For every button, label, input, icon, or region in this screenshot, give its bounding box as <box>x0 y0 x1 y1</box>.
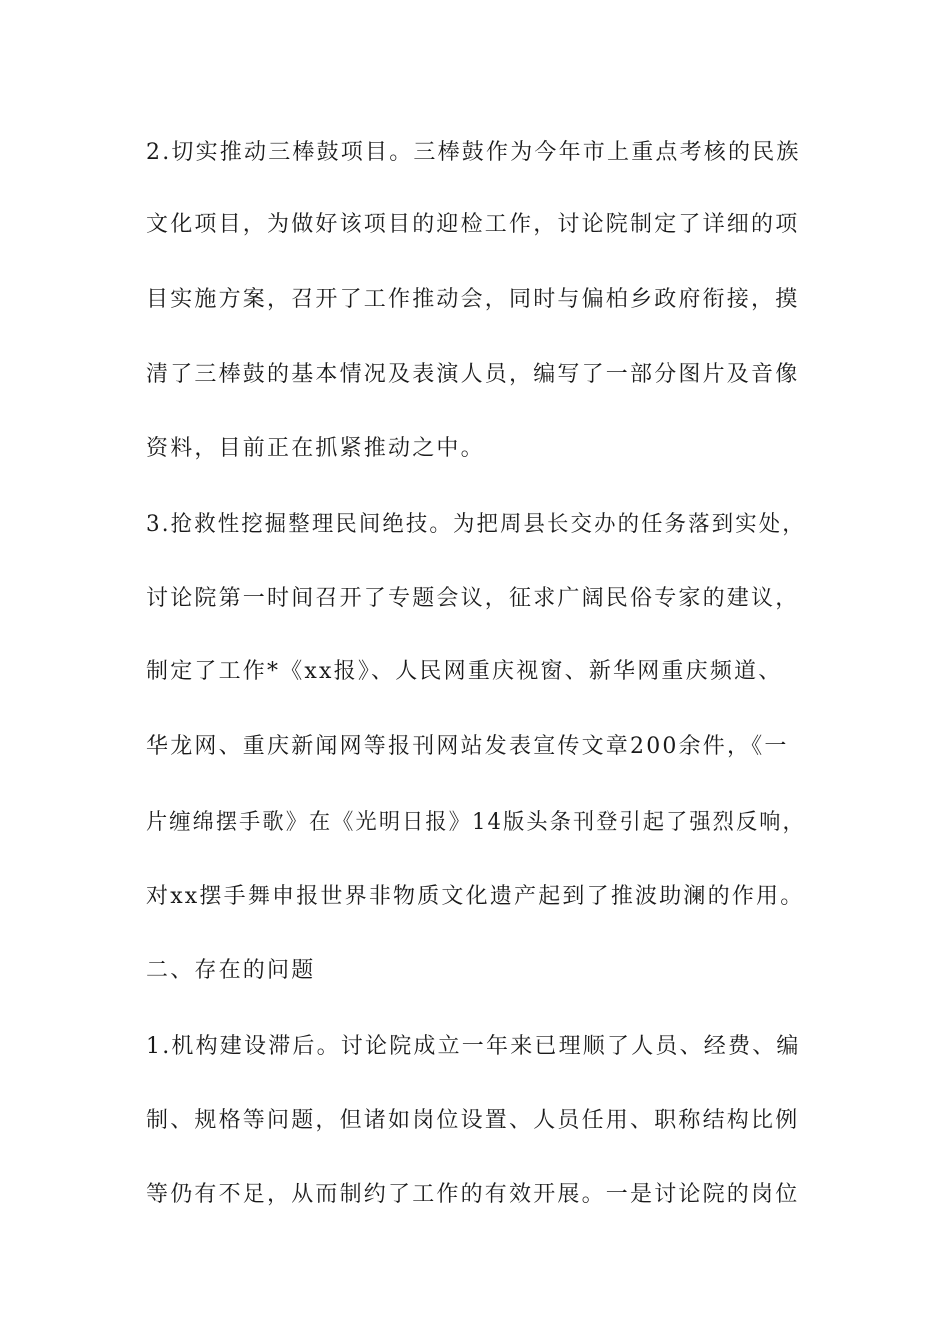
text-line: 目实施方案，召开了工作推动会，同时与偏柏乡政府衔接，摸 <box>146 287 800 312</box>
section-heading: 二、存在的问题 <box>146 958 316 983</box>
text-line: 讨论院第一时间召开了专题会议，征求广阔民俗专家的建议， <box>146 586 800 611</box>
text-line: 清了三棒鼓的基本情况及表演人员，编写了一部分图片及音像 <box>146 362 800 387</box>
text-line: 华龙网、重庆新闻网等报刊网站发表宣传文章200余件，《一 <box>146 734 789 759</box>
text-line: 3.抢救性挖掘整理民间绝技。为把周县长交办的任务落到实处， <box>146 512 806 537</box>
text-line: 1.机构建设滞后。讨论院成立一年来已理顺了人员、经费、编 <box>146 1034 801 1059</box>
text-line: 2.切实推动三棒鼓项目。三棒鼓作为今年市上重点考核的民族 <box>146 140 801 165</box>
text-line: 对xx摆手舞申报世界非物质文化遗产起到了推波助澜的作用。 <box>146 884 805 909</box>
text-line: 制、规格等问题，但诸如岗位设置、人员任用、职称结构比例 <box>146 1108 800 1133</box>
text-line: 制定了工作*《xx报》、人民网重庆视窗、新华网重庆频道、 <box>146 659 783 684</box>
text-line: 片缠绵摆手歌》在《光明日报》14版头条刊登引起了强烈反响， <box>146 810 806 835</box>
text-line: 资料，目前正在抓紧推动之中。 <box>146 436 485 461</box>
text-line: 文化项目，为做好该项目的迎检工作，讨论院制定了详细的项 <box>146 212 800 237</box>
text-line: 等仍有不足，从而制约了工作的有效开展。一是讨论院的岗位 <box>146 1182 800 1207</box>
